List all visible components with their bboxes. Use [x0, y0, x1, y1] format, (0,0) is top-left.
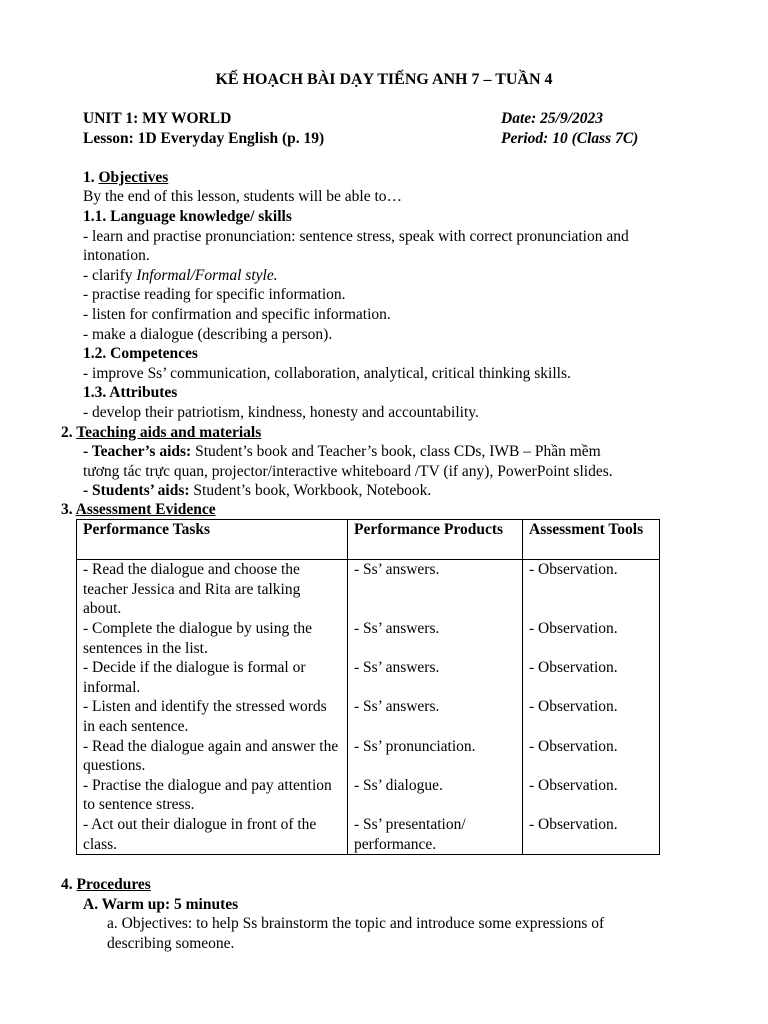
warmup-heading: A. Warm up: 5 minutes [83, 896, 239, 913]
teacher-aids [83, 442, 601, 462]
table-cell-product: - Ss’ answers. [348, 560, 523, 620]
objectives-heading [83, 168, 168, 188]
subheading-competences: 1.2. Competences [83, 345, 198, 362]
objective-item: - make a dialogue (describing a person). [83, 326, 333, 343]
student-aids [83, 481, 431, 501]
table-cell-tool: - Observation. [523, 658, 660, 697]
assessment-table [76, 519, 660, 855]
table-cell-task: - Complete the dialogue by using the sentences in the list. [77, 619, 348, 658]
subheading-language: 1.1. Language knowledge/ skills [83, 208, 292, 225]
lesson-title: Lesson: 1D Everyday English (p. 19) [83, 130, 325, 147]
objective-item: - learn and practise pronunciation: sentence stress, speak with correct pronunciation and [83, 228, 629, 245]
table-cell-tool: - Observation. [523, 560, 660, 620]
section-title: Objectives [98, 169, 169, 186]
objective-text: - clarify [83, 267, 137, 284]
table-cell-tool: - Observation. [523, 737, 660, 776]
document-title: KẾ HOẠCH BÀI DẠY TIẾNG ANH 7 – TUẦN 4 [215, 71, 553, 88]
table-cell-product: - Ss’ dialogue. [348, 776, 523, 815]
column-header: Performance Tasks [77, 520, 348, 560]
table-cell-tool: - Observation. [523, 619, 660, 658]
table-cell-task: - Read the dialogue again and answer the questions. [77, 737, 348, 776]
section-title: Teaching aids and materials [76, 424, 262, 441]
subheading-attributes: 1.3. Attributes [83, 384, 178, 401]
teacher-aids-text: Student’s book and Teacher’s book, class CDs, IWB – Phần mềm [191, 443, 601, 460]
objective-item: - listen for confirmation and specific information. [83, 306, 391, 323]
objective-item: - develop their patriotism, kindness, honesty and accountability. [83, 404, 479, 421]
table-row [77, 737, 660, 776]
unit-title: UNIT 1: MY WORLD [83, 110, 232, 127]
objective-item: - practise reading for specific information. [83, 286, 346, 303]
table-cell-task: - Read the dialogue and choose the teacher Jessica and Rita are talking about. [77, 560, 348, 620]
section-number: 1. [83, 169, 95, 186]
student-aids-label: - Students’ aids: [83, 482, 190, 499]
table-cell-task: - Listen and identify the stressed words in each sentence. [77, 697, 348, 736]
section-number: 2. [61, 424, 73, 441]
table-header-row [77, 520, 660, 560]
table-cell-product: - Ss’ presentation/ performance. [348, 815, 523, 855]
table-cell-tool: - Observation. [523, 776, 660, 815]
column-header: Assessment Tools [523, 520, 660, 560]
table-row [77, 619, 660, 658]
table-row [77, 658, 660, 697]
assessment-heading [61, 500, 216, 520]
table-row [77, 560, 660, 620]
table-row [77, 776, 660, 815]
objective-item-continued: intonation. [83, 247, 150, 264]
section-number: 3. [61, 501, 73, 518]
objective-emphasis: Informal/Formal style. [136, 267, 278, 284]
table-cell-product: - Ss’ answers. [348, 697, 523, 736]
procedures-heading [61, 875, 151, 895]
section-title: Assessment Evidence [75, 501, 216, 518]
student-aids-text: Student’s book, Workbook, Notebook. [189, 482, 432, 499]
aids-heading [61, 423, 261, 443]
table-row [77, 815, 660, 855]
lesson-date: Date: 25/9/2023 [501, 110, 604, 127]
table-cell-product: - Ss’ answers. [348, 619, 523, 658]
table-cell-task: - Act out their dialogue in front of the class. [77, 815, 348, 855]
table-cell-product: - Ss’ answers. [348, 658, 523, 697]
column-header: Performance Products [348, 520, 523, 560]
teacher-aids-continued: tương tác trực quan, projector/interactive whiteboard /TV (if any), PowerPoint slides. [83, 463, 613, 480]
objectives-intro: By the end of this lesson, students will be able to… [83, 188, 403, 205]
table-cell-tool: - Observation. [523, 815, 660, 855]
teacher-aids-label: - Teacher’s aids: [83, 443, 192, 460]
objective-item [83, 266, 278, 286]
warmup-objectives: a. Objectives: to help Ss brainstorm the topic and introduce some expressions of [107, 915, 605, 932]
section-title: Procedures [76, 876, 151, 893]
lesson-period: Period: 10 (Class 7C) [501, 130, 639, 147]
objective-item: - improve Ss’ communication, collaboration, analytical, critical thinking skills. [83, 365, 571, 382]
table-cell-task: - Practise the dialogue and pay attention to sentence stress. [77, 776, 348, 815]
table-cell-tool: - Observation. [523, 697, 660, 736]
table-cell-task: - Decide if the dialogue is formal or informal. [77, 658, 348, 697]
section-number: 4. [61, 876, 73, 893]
table-row [77, 697, 660, 736]
table-cell-product: - Ss’ pronunciation. [348, 737, 523, 776]
warmup-objectives-continued: describing someone. [107, 935, 235, 952]
